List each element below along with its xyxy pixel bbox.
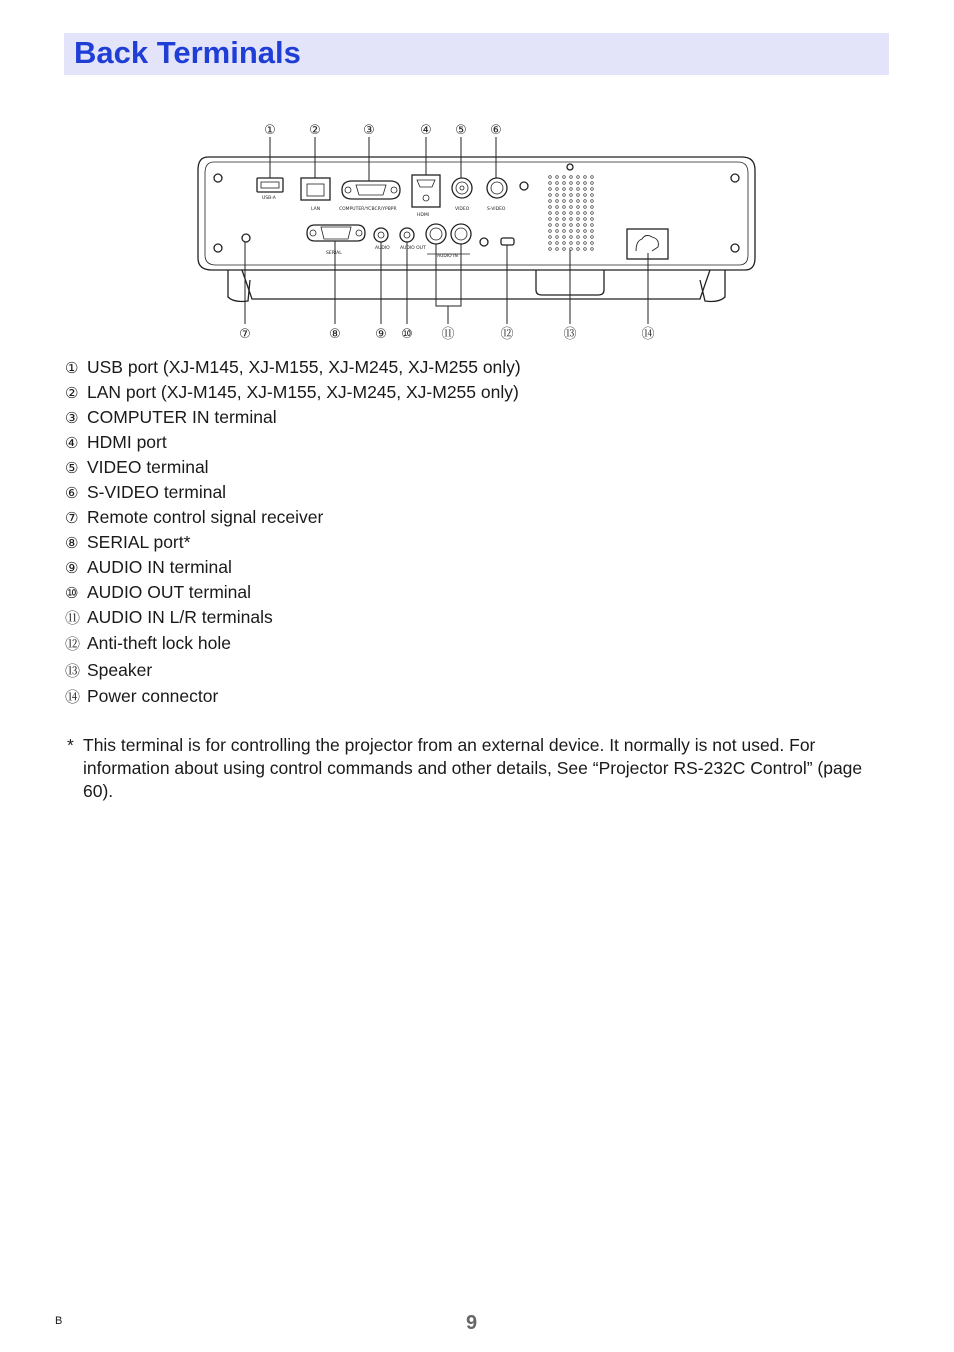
speaker-grille-dot xyxy=(591,236,594,239)
list-item xyxy=(65,480,226,504)
audio-out-label: AUDIO OUT xyxy=(400,246,426,251)
speaker-grille-dot xyxy=(584,212,587,215)
speaker-grille-dot xyxy=(563,230,566,233)
list-item xyxy=(65,430,167,454)
speaker-grille-dot xyxy=(556,188,559,191)
list-item-number: ⑧ xyxy=(65,534,79,552)
list-item-number: ⑩ xyxy=(65,584,79,602)
speaker-grille-dot xyxy=(563,248,566,251)
projector-body-outline xyxy=(198,157,755,270)
speaker-grille-dot xyxy=(591,218,594,221)
speaker-grille-dot xyxy=(549,188,552,191)
speaker-grille-dot xyxy=(570,230,573,233)
list-item xyxy=(65,555,232,579)
callout-6: ⑥ xyxy=(490,123,502,138)
audio-in-r-jack xyxy=(451,224,471,244)
video-port xyxy=(452,178,472,198)
audio-label: AUDIO xyxy=(375,246,390,251)
speaker-grille-dot xyxy=(563,242,566,245)
speaker-grille-dot xyxy=(584,206,587,209)
callout-14: ⑭ xyxy=(641,327,655,342)
speaker-grille-dot xyxy=(563,212,566,215)
speaker-grille-dot xyxy=(591,188,594,191)
list-item-label: Remote control signal receiver xyxy=(87,507,324,527)
audio-out-jack xyxy=(400,228,414,242)
projector-body-inner xyxy=(205,162,748,265)
list-item-number: ④ xyxy=(65,434,79,452)
speaker-grille-dot xyxy=(556,224,559,227)
list-item xyxy=(65,631,231,655)
speaker-grille-dot xyxy=(577,200,580,203)
speaker-grille-dot xyxy=(549,194,552,197)
callout-13: ⑬ xyxy=(563,327,577,342)
speaker-grille-dot xyxy=(577,242,580,245)
page-title: Back Terminals xyxy=(74,35,301,70)
speaker-grille-dot xyxy=(570,218,573,221)
list-item-label: Speaker xyxy=(87,660,153,680)
usb-label: USB-A xyxy=(262,196,276,201)
anti-theft-lock xyxy=(501,238,514,245)
speaker-grille-dot xyxy=(549,224,552,227)
list-item-number: ② xyxy=(65,384,79,402)
speaker-grille-dot xyxy=(577,188,580,191)
computer-label: COMPUTER/YCBCR/YPBPR xyxy=(339,207,397,212)
list-item-label: Power connector xyxy=(87,686,219,706)
list-item-number: ⑤ xyxy=(65,459,79,477)
serial-label: SERIAL xyxy=(326,251,342,256)
lan-port xyxy=(301,178,330,200)
list-item-number: ⑥ xyxy=(65,484,79,502)
speaker-grille-dot xyxy=(570,248,573,251)
list-item xyxy=(65,380,519,404)
speaker-grille-dot xyxy=(591,242,594,245)
list-item xyxy=(65,405,277,429)
speaker-grille-dot xyxy=(549,212,552,215)
speaker-grille-dot xyxy=(591,230,594,233)
speaker-grille-dot xyxy=(556,236,559,239)
speaker-grille-dot xyxy=(577,248,580,251)
list-item xyxy=(65,455,209,479)
screw-top-left xyxy=(214,174,222,182)
speaker-grille-dot xyxy=(577,206,580,209)
speaker-grille-dot xyxy=(584,230,587,233)
speaker-grille-dot xyxy=(570,236,573,239)
footnote-mark: * xyxy=(67,735,74,755)
audio-in-jack xyxy=(374,228,388,242)
right-foot xyxy=(700,270,725,302)
list-item-number: ⑪ xyxy=(65,609,81,627)
callout-2: ② xyxy=(309,123,321,138)
speaker-grille-dot xyxy=(570,212,573,215)
list-item-label: S-VIDEO terminal xyxy=(87,482,227,502)
speaker-grille-dot xyxy=(570,176,573,179)
list-item-number: ⑨ xyxy=(65,559,79,577)
speaker-grille-dot xyxy=(549,218,552,221)
speaker-grille-dot xyxy=(577,236,580,239)
speaker-grille-dot xyxy=(556,248,559,251)
speaker-grille-dot xyxy=(584,242,587,245)
audio-in-l-jack xyxy=(426,224,446,244)
speaker-grille-dot xyxy=(591,206,594,209)
list-item xyxy=(65,355,521,379)
page-number: 9 xyxy=(466,1312,478,1334)
list-item-number: ⑦ xyxy=(65,509,79,527)
speaker-grille-dot xyxy=(584,182,587,185)
callout-12: ⑫ xyxy=(500,327,514,342)
speaker-grille-dot xyxy=(591,194,594,197)
speaker-grille-dot xyxy=(584,200,587,203)
audio-in-label: AUDIO IN xyxy=(437,254,458,259)
callout-11: ⑪ xyxy=(441,327,455,342)
speaker-grille-dot xyxy=(584,194,587,197)
list-item-number: ① xyxy=(65,359,79,377)
speaker-grille-dot xyxy=(591,224,594,227)
list-item xyxy=(65,658,152,682)
s-video-port xyxy=(487,178,507,198)
speaker-grille-dot xyxy=(549,182,552,185)
speaker-grille-dot xyxy=(549,242,552,245)
speaker-grille-dot xyxy=(556,242,559,245)
footnote xyxy=(65,734,865,803)
speaker-grille-dot xyxy=(556,230,559,233)
speaker-grille-dot xyxy=(577,194,580,197)
speaker-grille-dot xyxy=(577,212,580,215)
speaker-grille-dot xyxy=(549,200,552,203)
svideo-label: S-VIDEO xyxy=(487,207,506,212)
list-item-label: USB port (XJ-M145, XJ-M155, XJ-M245, XJ-M255 only) xyxy=(87,357,521,377)
callout-9: ⑨ xyxy=(375,327,387,342)
speaker-grille xyxy=(549,176,594,251)
speaker-grille-dot xyxy=(584,224,587,227)
speaker-grille-dot xyxy=(549,176,552,179)
screw-top-right xyxy=(731,174,739,182)
speaker-grille-dot xyxy=(591,248,594,251)
speaker-grille-dot xyxy=(563,176,566,179)
speaker-grille-dot xyxy=(563,236,566,239)
footer-code: B xyxy=(55,1315,63,1327)
speaker-grille-dot xyxy=(591,200,594,203)
speaker-grille-dot xyxy=(563,200,566,203)
list-item-number: ③ xyxy=(65,409,79,427)
speaker-grille-dot xyxy=(563,218,566,221)
speaker-grille-dot xyxy=(570,188,573,191)
speaker-grille-dot xyxy=(549,236,552,239)
callout-4: ④ xyxy=(420,123,432,138)
title-bar xyxy=(64,33,889,75)
list-item-label: SERIAL port* xyxy=(87,532,191,552)
speaker-grille-dot xyxy=(556,182,559,185)
video-label: VIDEO xyxy=(455,207,470,212)
list-item xyxy=(65,580,251,604)
list-item-number: ⑬ xyxy=(65,662,81,680)
speaker-grille-dot xyxy=(563,224,566,227)
speaker-grille-dot xyxy=(549,248,552,251)
speaker-grille-dot xyxy=(577,230,580,233)
speaker-grille-dot xyxy=(584,218,587,221)
list-item-label: COMPUTER IN terminal xyxy=(87,407,277,427)
list-item-label: AUDIO OUT terminal xyxy=(87,582,252,602)
speaker-grille-dot xyxy=(591,212,594,215)
speaker-grille-dot xyxy=(549,230,552,233)
speaker-grille-dot xyxy=(556,212,559,215)
speaker-grille-dot xyxy=(577,176,580,179)
list-item-number: ⑫ xyxy=(65,635,81,653)
speaker-grille-dot xyxy=(563,206,566,209)
speaker-grille-dot xyxy=(591,176,594,179)
list-item-label: AUDIO IN L/R terminals xyxy=(87,607,273,627)
lan-label: LAN xyxy=(311,207,321,212)
list-item xyxy=(65,605,273,629)
callout-5: ⑤ xyxy=(455,123,467,138)
speaker-grille-dot xyxy=(570,224,573,227)
speaker-grille-dot xyxy=(570,206,573,209)
screw-bottom-left xyxy=(214,244,222,252)
list-item-label: LAN port (XJ-M145, XJ-M155, XJ-M245, XJ-M255 only) xyxy=(87,382,519,402)
list-item-label: VIDEO terminal xyxy=(87,457,209,477)
footnote-text: This terminal is for controlling the projector from an external device. It normally is not used. For information about using control commands and other details, See “Projector RS-232C Control” (page 60). xyxy=(83,735,863,801)
speaker-grille-dot xyxy=(577,218,580,221)
list-item-label: Anti-theft lock hole xyxy=(87,633,231,653)
speaker-grille-dot xyxy=(556,176,559,179)
speaker-grille-dot xyxy=(556,194,559,197)
screw-bottom-right xyxy=(731,244,739,252)
speaker-grille-dot xyxy=(563,182,566,185)
speaker-grille-dot xyxy=(556,200,559,203)
speaker-grille-dot xyxy=(570,182,573,185)
list-item-number: ⑭ xyxy=(65,688,81,706)
back-terminals-diagram xyxy=(190,115,765,347)
list-item xyxy=(65,684,218,708)
speaker-grille-dot xyxy=(577,224,580,227)
list-item xyxy=(65,505,323,529)
callout-1: ① xyxy=(264,123,276,138)
callout-7: ⑦ xyxy=(239,327,251,342)
speaker-grille-dot xyxy=(584,248,587,251)
callout-3: ③ xyxy=(363,123,375,138)
callout-8: ⑧ xyxy=(329,327,341,342)
remote-receiver xyxy=(242,234,250,242)
speaker-grille-dot xyxy=(570,200,573,203)
projector-base xyxy=(242,270,710,299)
speaker-grille-dot xyxy=(570,194,573,197)
speaker-grille-dot xyxy=(556,206,559,209)
speaker-grille-dot xyxy=(591,182,594,185)
callout-10: ⑩ xyxy=(401,327,413,342)
hdmi-label: HDMI xyxy=(417,213,430,218)
list-item xyxy=(65,530,190,554)
speaker-grille-dot xyxy=(563,188,566,191)
speaker-grille-dot xyxy=(549,206,552,209)
speaker-grille-dot xyxy=(563,194,566,197)
speaker-grille-dot xyxy=(584,188,587,191)
speaker-grille-dot xyxy=(556,218,559,221)
speaker-grille-dot xyxy=(570,242,573,245)
speaker-grille-dot xyxy=(584,236,587,239)
speaker-grille-dot xyxy=(577,182,580,185)
speaker-grille-dot xyxy=(584,176,587,179)
list-item-label: HDMI port xyxy=(87,432,167,452)
left-foot xyxy=(228,270,250,302)
projector-back-illustration xyxy=(190,115,765,347)
list-item-label: AUDIO IN terminal xyxy=(87,557,232,577)
